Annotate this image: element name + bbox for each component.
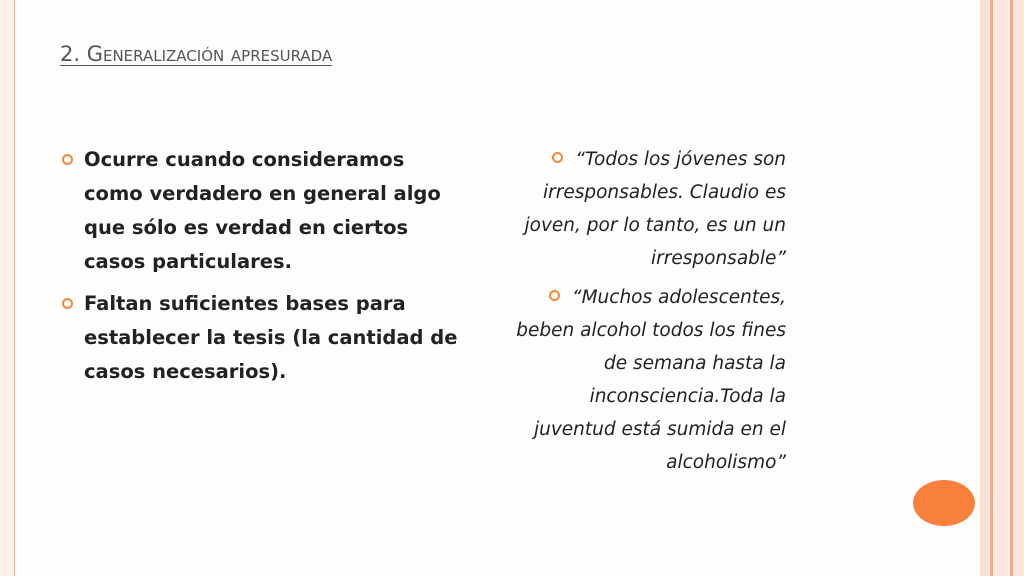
example-bullet bbox=[510, 281, 786, 479]
decorative-stripe bbox=[980, 0, 988, 576]
definition-bullet bbox=[60, 287, 460, 389]
decorative-orange-circle bbox=[913, 480, 975, 526]
bullet-circle-icon bbox=[552, 152, 563, 163]
decorative-stripe bbox=[996, 0, 1008, 576]
definition-bullet bbox=[60, 143, 460, 279]
bullet-circle-icon bbox=[549, 290, 560, 301]
bullet-circle-icon bbox=[62, 154, 73, 165]
example-bullet-list bbox=[510, 143, 786, 485]
definition-bullet-list bbox=[60, 143, 460, 397]
example-bullet-text: “Todos los jóvenes son irresponsables. Claudio es joven, por lo tanto, es un un irresponsable” bbox=[524, 149, 786, 269]
decorative-stripe bbox=[990, 0, 993, 576]
slide-title: 2. Generalización apresurada bbox=[60, 42, 333, 66]
decorative-stripe bbox=[1015, 0, 1024, 576]
example-bullet-text: “Muchos adolescentes, beben alcohol todos los fines de semana hasta la inconsciencia.Toda la juventud está sumida en el alcoholismo” bbox=[516, 287, 786, 473]
bullet-circle-icon bbox=[62, 298, 73, 309]
decorative-stripe bbox=[1010, 0, 1013, 576]
definition-bullet-text: Faltan suficientes bases para establecer la tesis (la cantidad de casos necesarios). bbox=[84, 292, 458, 383]
definition-bullet-text: Ocurre cuando consideramos como verdadero en general algo que sólo es verdad en ciertos casos particulares. bbox=[84, 148, 441, 273]
example-bullet bbox=[510, 143, 786, 275]
